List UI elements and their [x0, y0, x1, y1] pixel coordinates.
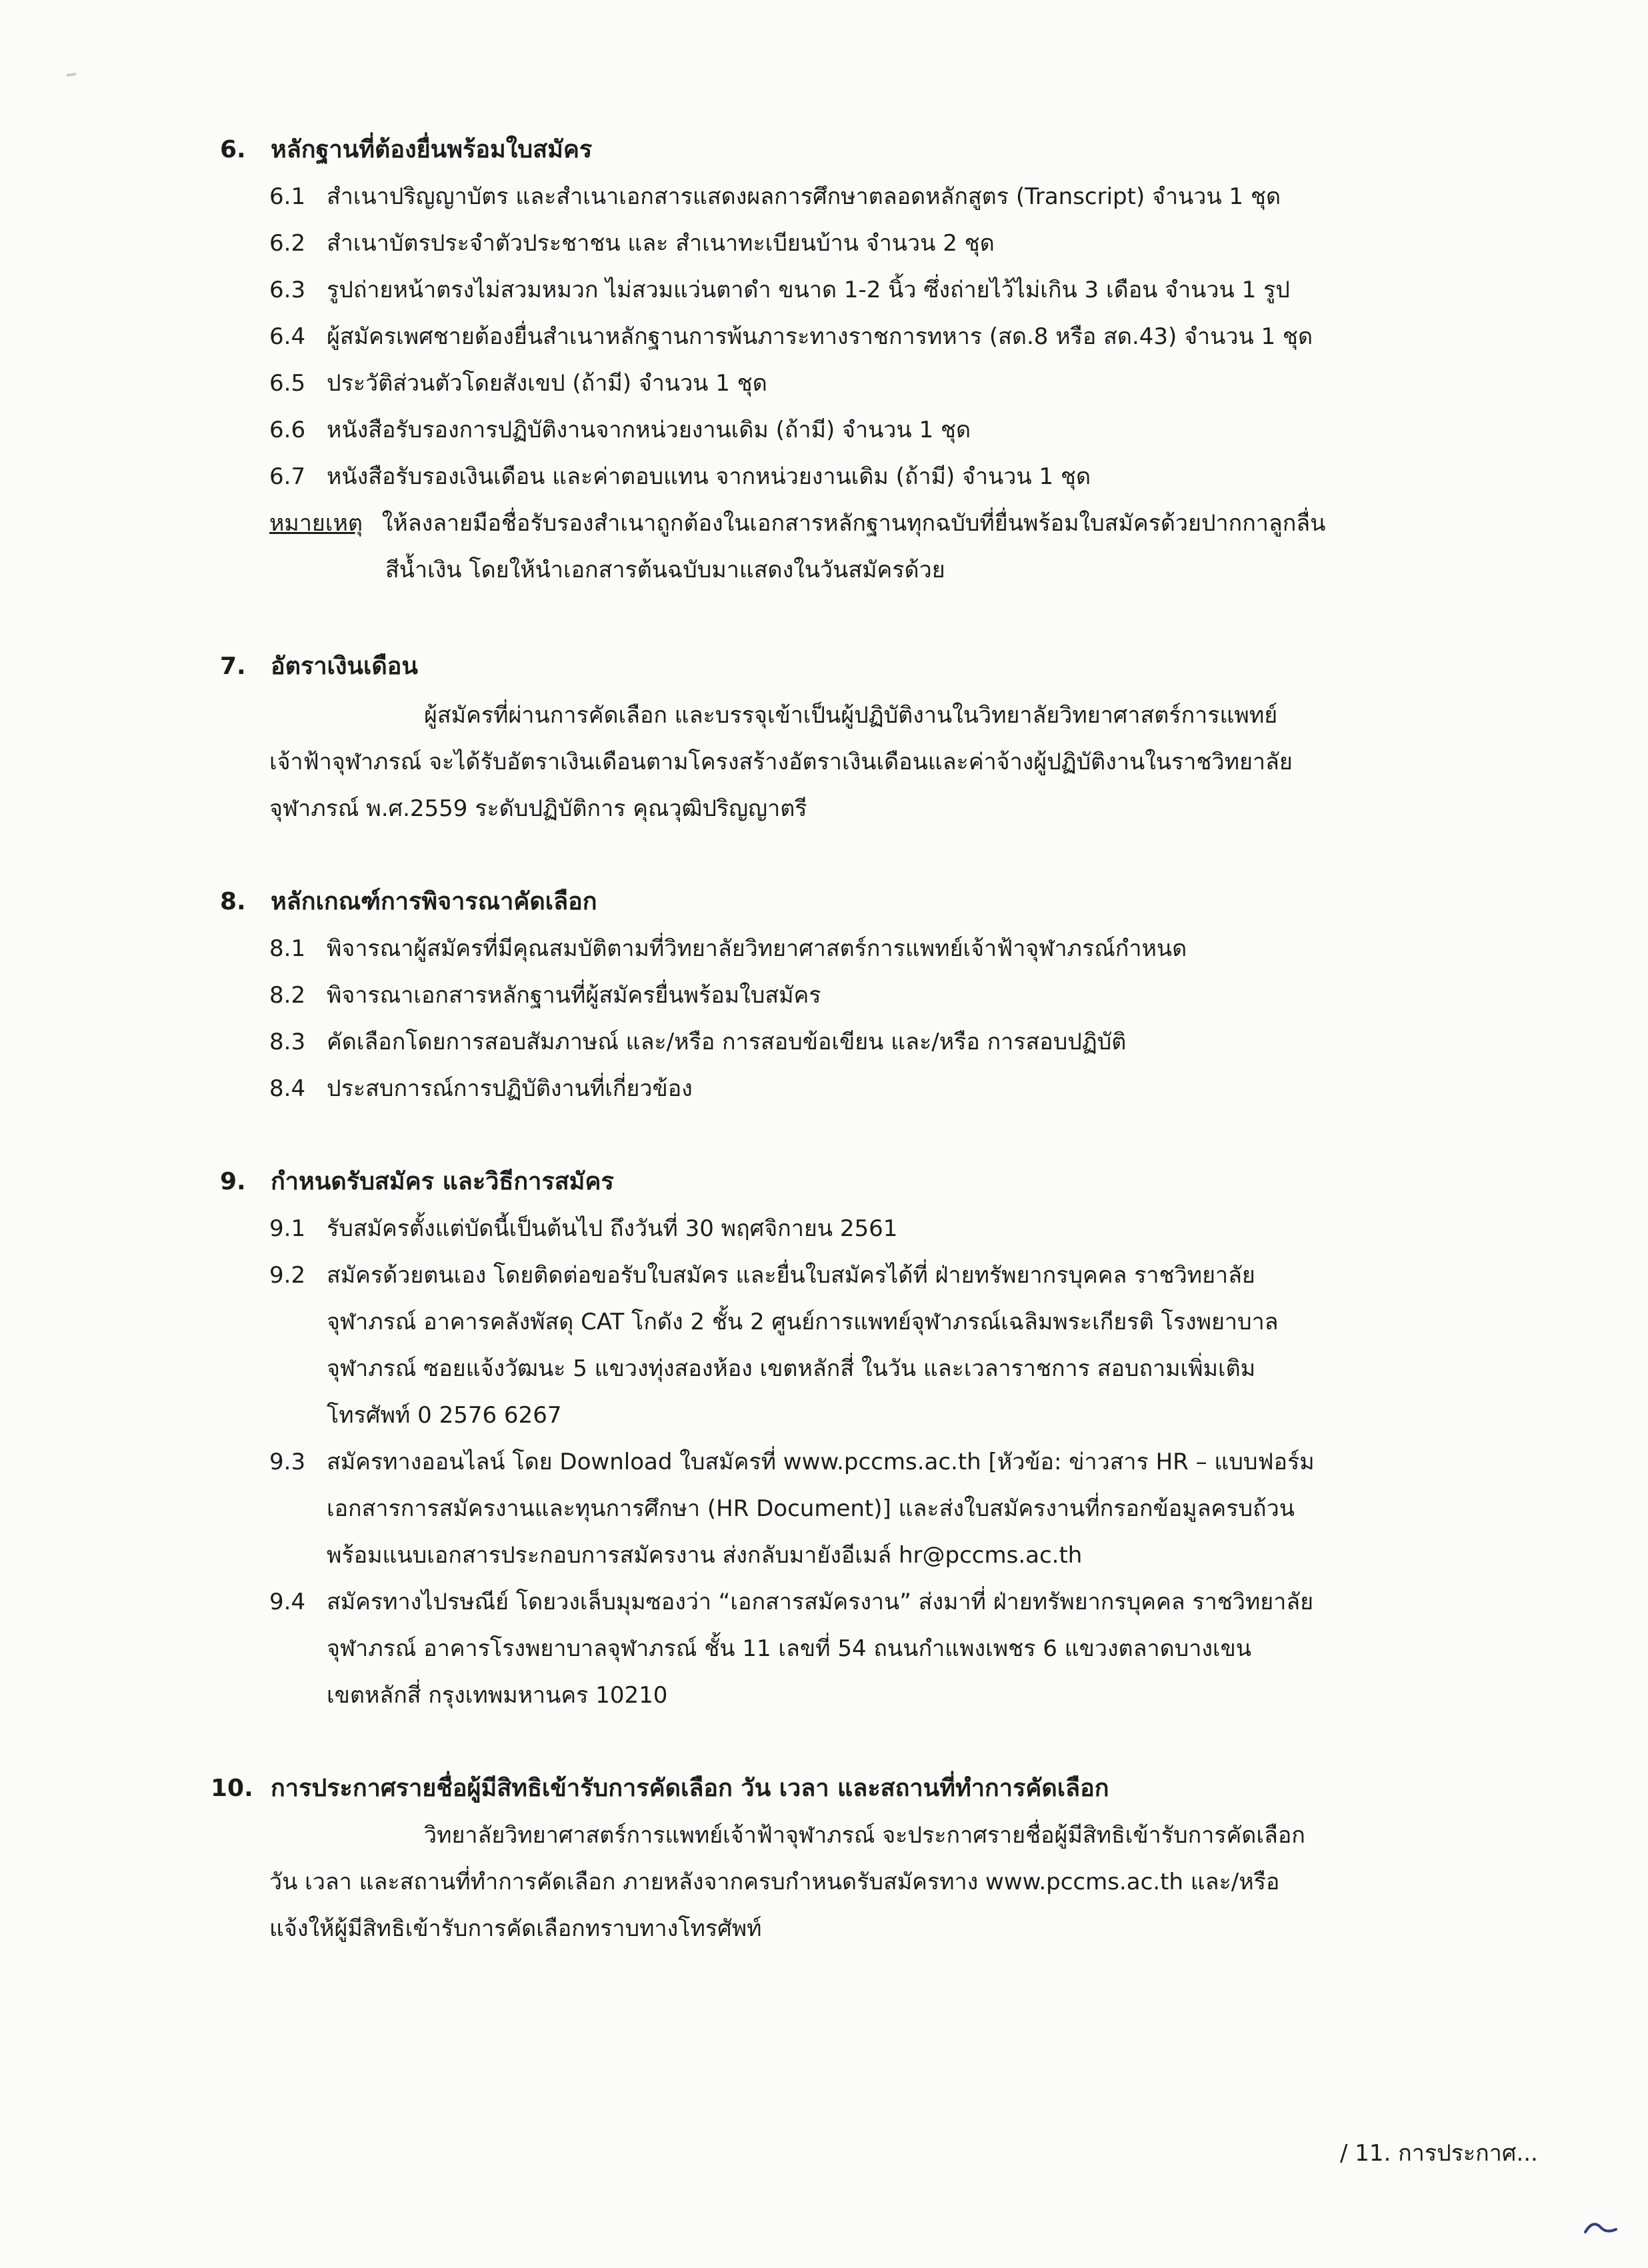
item-text: หนังสือรับรองการปฏิบัติงานจากหน่วยงานเดิม (ถ้ามี) จำนวน 1 ชุด [327, 417, 971, 443]
item-text: สมัครทางออนไลน์ โดย Download ใบสมัครที่ www.pccms.ac.th [หัวข้อ: ข่าวสาร HR – แบบฟอร์ม [327, 1449, 1315, 1475]
note-text-1: ให้ลงลายมือชื่อรับรองสำเนาถูกต้องในเอกสารหลักฐานทุกฉบับที่ยื่นพร้อมใบสมัครด้วยปากกาลูกลื่น [381, 510, 1326, 537]
item-text: ผู้สมัครเพศชายต้องยื่นสำเนาหลักฐานการพ้นภาระทางราชการทหาร (สด.8 หรือ สด.43) จำนวน 1 ชุด [327, 323, 1313, 350]
paragraph-line: เจ้าฟ้าจุฬาภรณ์ จะได้รับอัตราเงินเดือนตามโครงสร้างอัตราเงินเดือนและค่าจ้างผู้ปฏิบัติงานในราชวิทยาลัย [269, 749, 1293, 775]
paragraph-line: ผู้สมัครที่ผ่านการคัดเลือก และบรรจุเข้าเป็นผู้ปฏิบัติงานในวิทยาลัยวิทยาศาสตร์การแพทย์ [424, 702, 1278, 729]
item-text-continued: จุฬาภรณ์ อาคารคลังพัสดุ CAT โกดัง 2 ชั้น 2 ศูนย์การแพทย์จุฬาภรณ์เฉลิมพระเกียรติ โรงพยาบาล [327, 1309, 1279, 1335]
item-text: ประวัติส่วนตัวโดยสังเขป (ถ้ามี) จำนวน 1 ชุด [327, 370, 767, 397]
item-number: 9.3 [269, 1449, 306, 1475]
item-text: พิจารณาผู้สมัครที่มีคุณสมบัติตามที่วิทยาลัยวิทยาศาสตร์การแพทย์เจ้าฟ้าจุฬาภรณ์กำหนด [327, 935, 1187, 962]
section-7-number: 7. [220, 653, 246, 680]
item-number: 6.5 [269, 370, 306, 397]
section-9-heading [220, 1159, 614, 1205]
item-number: 6.6 [269, 417, 306, 443]
item-text: สำเนาบัตรประจำตัวประชาชน และ สำเนาทะเบียนบ้าน จำนวน 2 ชุด [327, 230, 995, 257]
item-text-continued: เขตหลักสี่ กรุงเทพมหานคร 10210 [327, 1682, 668, 1709]
section-8-heading [220, 879, 597, 925]
item-text: สำเนาปริญญาบัตร และสำเนาเอกสารแสดงผลการศึกษาตลอดหลักสูตร (Transcript) จำนวน 1 ชุด [327, 183, 1281, 210]
item-number: 9.4 [269, 1589, 306, 1615]
section-10-number: 10. [211, 1775, 253, 1802]
item-text: ประสบการณ์การปฏิบัติงานที่เกี่ยวข้อง [327, 1075, 693, 1102]
section-8-number: 8. [220, 888, 246, 915]
pen-mark-icon [1580, 2212, 1620, 2239]
item-number: 8.4 [269, 1075, 306, 1102]
note [269, 500, 1325, 547]
paragraph-line: วิทยาลัยวิทยาศาสตร์การแพทย์เจ้าฟ้าจุฬาภรณ์ จะประกาศรายชื่อผู้มีสิทธิเข้ารับการคัดเลือก [424, 1822, 1305, 1849]
item-text: หนังสือรับรองเงินเดือน และค่าตอบแทน จากหน่วยงานเดิม (ถ้ามี) จำนวน 1 ชุด [327, 463, 1091, 490]
item-number: 6.4 [269, 323, 306, 350]
paragraph-line: แจ้งให้ผู้มีสิทธิเข้ารับการคัดเลือกทราบทางโทรศัพท์ [269, 1915, 762, 1942]
item-text-continued: พร้อมแนบเอกสารประกอบการสมัครงาน ส่งกลับมายังอีเมล์ hr@pccms.ac.th [327, 1542, 1083, 1569]
item-number: 8.1 [269, 935, 306, 962]
continuation-footer: / 11. การประกาศ... [1340, 2140, 1538, 2167]
item-text-continued: จุฬาภรณ์ ซอยแจ้งวัฒนะ 5 แขวงทุ่งสองห้อง เขตหลักสี่ ในวัน และเวลาราชการ สอบถามเพิ่มเติม [327, 1355, 1256, 1382]
item-text-continued: โทรศัพท์ 0 2576 6267 [327, 1402, 562, 1429]
section-7-heading [220, 643, 418, 690]
section-9-title: กำหนดรับสมัคร และวิธีการสมัคร [271, 1168, 614, 1195]
item-number: 6.1 [269, 183, 306, 210]
section-10-title: การประกาศรายชื่อผู้มีสิทธิเข้ารับการคัดเลือก วัน เวลา และสถานที่ทำการคัดเลือก [271, 1775, 1109, 1802]
item-text: พิจารณาเอกสารหลักฐานที่ผู้สมัครยื่นพร้อมใบสมัคร [327, 982, 821, 1009]
item-number: 6.7 [269, 463, 306, 490]
item-text: คัดเลือกโดยการสอบสัมภาษณ์ และ/หรือ การสอบข้อเขียน และ/หรือ การสอบปฏิบัติ [327, 1029, 1127, 1055]
item-number: 6.2 [269, 230, 306, 257]
section-6-heading [220, 127, 592, 173]
section-6-number: 6. [220, 136, 246, 163]
item-text: สมัครทางไปรษณีย์ โดยวงเล็บมุมซองว่า “เอกสารสมัครงาน” ส่งมาที่ ฝ่ายทรัพยากรบุคคล ราชวิทยาลัย [327, 1589, 1314, 1615]
note-label: หมายเหตุ [269, 510, 363, 537]
item-text-continued: เอกสารการสมัครงานและทุนการศึกษา (HR Document)] และส่งใบสมัครงานที่กรอกข้อมูลครบถ้วน [327, 1495, 1295, 1522]
section-9-number: 9. [220, 1168, 246, 1195]
item-number: 6.3 [269, 277, 306, 303]
section-6-title: หลักฐานที่ต้องยื่นพร้อมใบสมัคร [271, 136, 593, 163]
item-text: รับสมัครตั้งแต่บัดนี้เป็นต้นไป ถึงวันที่ 30 พฤศจิกายน 2561 [327, 1215, 898, 1242]
paragraph-line: วัน เวลา และสถานที่ทำการคัดเลือก ภายหลังจากครบกำหนดรับสมัครทาง www.pccms.ac.th และ/หรือ [269, 1869, 1280, 1895]
section-7-title: อัตราเงินเดือน [271, 653, 418, 680]
section-8-title: หลักเกณฑ์การพิจารณาคัดเลือก [271, 888, 597, 915]
item-number: 8.2 [269, 982, 306, 1009]
note-text-2: สีน้ำเงิน โดยให้นำเอกสารต้นฉบับมาแสดงในวันสมัครด้วย [385, 557, 945, 583]
scan-speck [67, 73, 76, 77]
item-number: 9.1 [269, 1215, 306, 1242]
paragraph-line: จุฬาภรณ์ พ.ศ.2559 ระดับปฏิบัติการ คุณวุฒิปริญญาตรี [269, 795, 807, 822]
item-number: 8.3 [269, 1029, 306, 1055]
item-text-continued: จุฬาภรณ์ อาคารโรงพยาบาลจุฬาภรณ์ ชั้น 11 เลขที่ 54 ถนนกำแพงเพชร 6 แขวงตลาดบางเขน [327, 1635, 1252, 1662]
item-text: สมัครด้วยตนเอง โดยติดต่อขอรับใบสมัคร และยื่นใบสมัครได้ที่ ฝ่ายทรัพยากรบุคคล ราชวิทยาลัย [327, 1262, 1255, 1289]
item-number: 9.2 [269, 1262, 306, 1289]
item-text: รูปถ่ายหน้าตรงไม่สวมหมวก ไม่สวมแว่นตาดำ ขนาด 1-2 นิ้ว ซึ่งถ่ายไว้ไม่เกิน 3 เดือน จำนวน 1 รูป [327, 277, 1290, 303]
section-10-heading [211, 1765, 1109, 1812]
